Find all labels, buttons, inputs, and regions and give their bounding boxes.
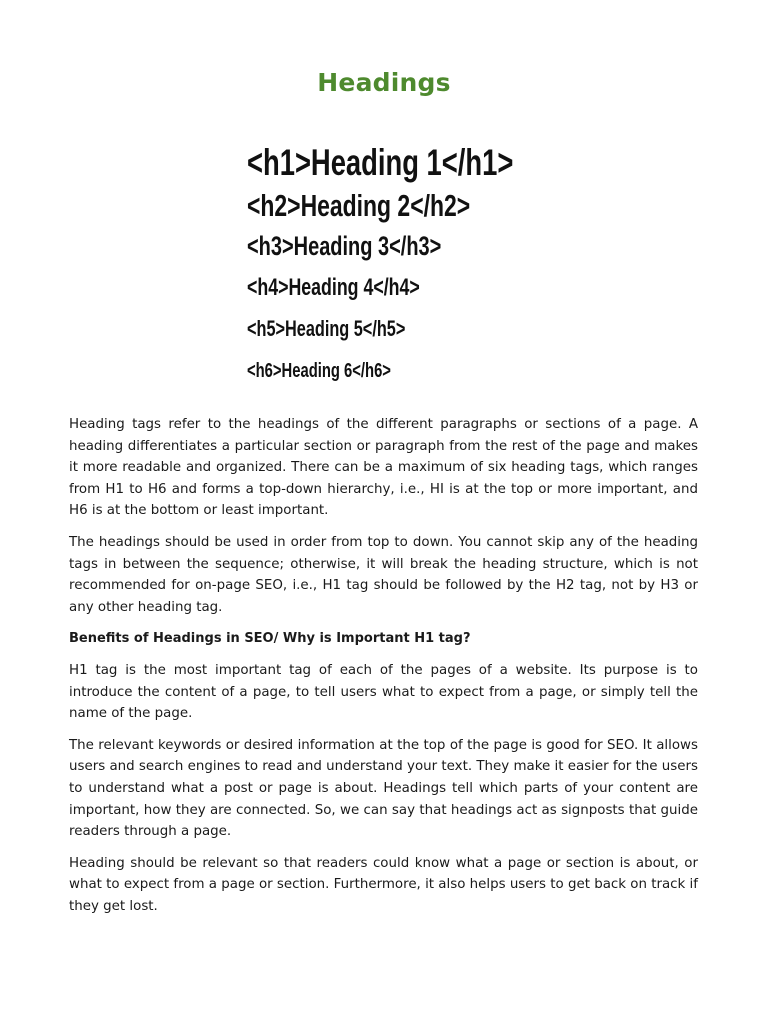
paragraph-seo-keywords: The relevant keywords or desired information at the top of the page is good for SEO. It allows users and search engines to read and understand your text. They make it easier for the users to understand what a post or page is about. Headings tell which parts of your content are important, how they are connected. So, we can say that headings act as signposts that guide readers through a page. — [69, 737, 698, 840]
heading-example-h1: <h1>Heading 1</h1> — [247, 142, 514, 183]
paragraph-intro: Heading tags refer to the headings of the different paragraphs or sections of a page. A heading differentiates a particular section or paragraph from the rest of the page and makes it more readable and organized. There can be a maximum of six heading tags, which ranges from H1 to H6 and forms a top-down hierarchy, i.e., HI is at the top or more important, and H6 is at the bottom or least important. — [69, 417, 698, 519]
heading-example-h4: <h4>Heading 4</h4> — [247, 274, 420, 301]
article-body — [69, 414, 698, 927]
section-subheading: Benefits of Headings in SEO/ Why is Important H1 tag? — [69, 631, 471, 647]
paragraph-order: The headings should be used in order from top to down. You cannot skip any of the heading tags in between the sequence; otherwise, it will break the heading structure, which is not recommended for on-page SEO, i.e., H1 tag should be followed by the H2 tag, not by H3 or any other heading tag. — [69, 534, 698, 615]
paragraph-h1-importance: H1 tag is the most important tag of each of the pages of a website. Its purpose is to introduce the content of a page, to tell users what to expect from a page, or simply tell the name of the page. — [69, 662, 698, 722]
paragraph-relevance: Heading should be relevant so that readers could know what a page or section is about, or what to expect from a page or section. Furthermore, it also helps users to get back on track if they get lost. — [69, 855, 698, 914]
heading-example-h2: <h2>Heading 2</h2> — [247, 188, 471, 223]
heading-example-h3: <h3>Heading 3</h3> — [247, 231, 442, 261]
heading-example-h6: <h6>Heading 6</h6> — [247, 360, 391, 382]
page-title: Headings — [317, 68, 451, 97]
heading-example-h5: <h5>Heading 5</h5> — [247, 316, 406, 341]
